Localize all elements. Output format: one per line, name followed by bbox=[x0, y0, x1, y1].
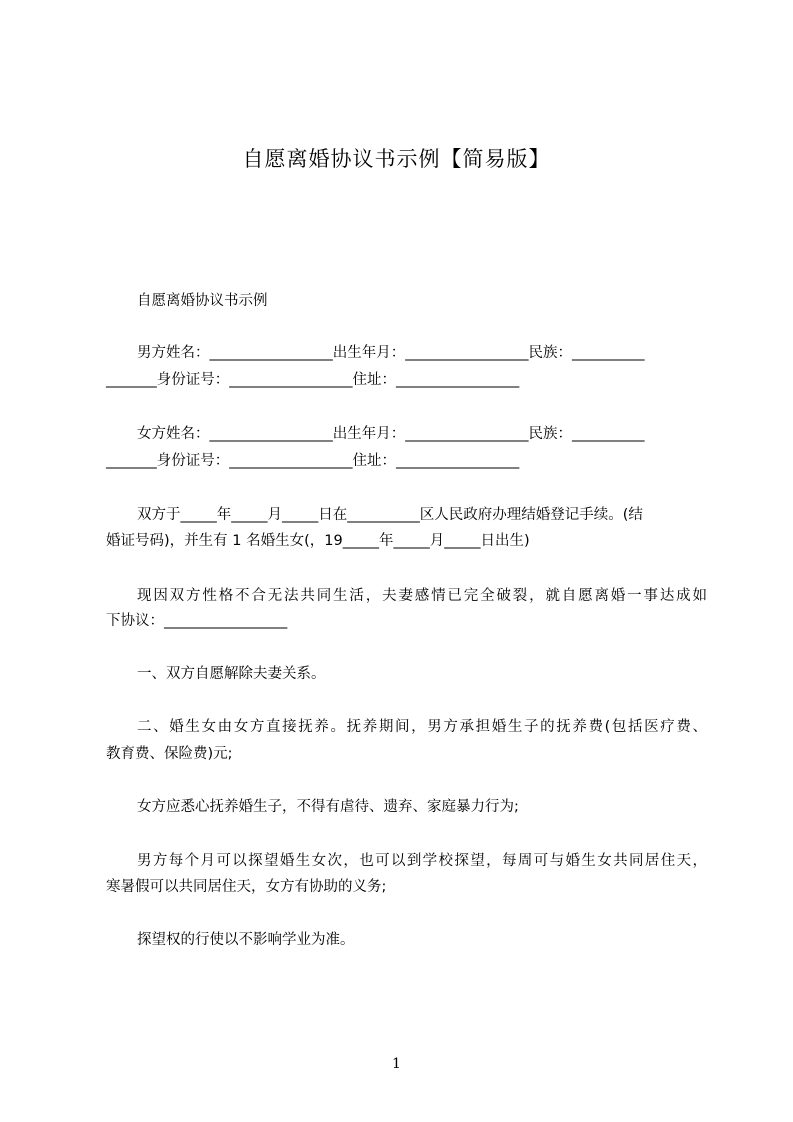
reason-paragraph-line-1: 现因双方性格不合无法共同生活，夫妻感情已完全破裂，就自愿离婚一事达成如 bbox=[137, 588, 707, 604]
female-info-line-1: 女方姓名：_________________出生年月：_________________民族：__________ bbox=[137, 426, 645, 442]
marriage-paragraph-line-2: 婚证号码)，并生有 1 名婚生女(，19_____年_____月_____日出生) bbox=[106, 533, 530, 549]
visit-paragraph-line-1: 男方每个月可以探望婚生女次，也可以到学校探望，每周可与婚生女共同居住天， bbox=[137, 853, 707, 869]
visit-paragraph-line-2: 寒暑假可以共同居住天，女方有协助的义务; bbox=[106, 879, 387, 895]
clause-2-line-2: 教育费、保险费)元; bbox=[106, 746, 233, 762]
male-info-line-2: _______身份证号：_________________住址：_________________ bbox=[106, 372, 520, 388]
male-info-line-1: 男方姓名：_________________出生年月：_________________民族：__________ bbox=[137, 345, 645, 361]
clause-2-line-1: 二、婚生女由女方直接抚养。抚养期间，男方承担婚生子的抚养费(包括医疗费、 bbox=[137, 719, 707, 735]
marriage-paragraph-line-1: 双方于_____年_____月_____日在__________区人民政府办理结婚登记手续。(结 bbox=[137, 507, 643, 523]
section-heading: 自愿离婚协议书示例 bbox=[137, 293, 268, 309]
page-number: 1 bbox=[392, 1056, 401, 1072]
female-info-line-2: _______身份证号：_________________住址：_________________ bbox=[106, 453, 520, 469]
document-title: 自愿离婚协议书示例【简易版】 bbox=[242, 147, 551, 171]
reason-paragraph-line-2: 下协议：_________________ bbox=[106, 613, 288, 629]
clause-1: 一、双方自愿解除夫妻关系。 bbox=[137, 666, 326, 682]
care-paragraph: 女方应悉心抚养婚生子，不得有虐待、遗弃、家庭暴力行为; bbox=[137, 799, 519, 815]
visit-rule-paragraph: 探望权的行使以不影响学业为准。 bbox=[137, 932, 355, 948]
